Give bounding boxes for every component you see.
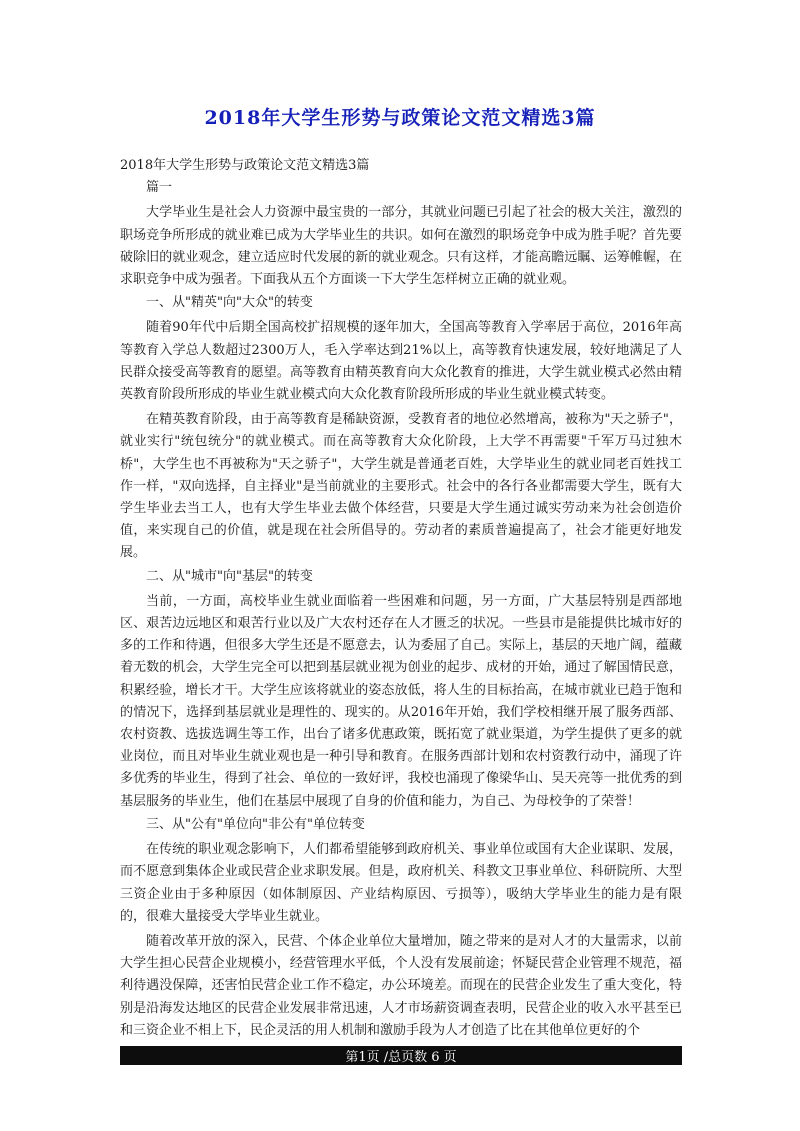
section-heading: 二、从"城市"向"基层"的转变 — [146, 568, 313, 584]
page-number: 第1页 /总页数 6 页 — [345, 1050, 457, 1065]
part-label: 篇一 — [146, 180, 173, 196]
section-heading: 一、从"精英"向"大众"的转变 — [146, 295, 313, 311]
page-title: 2018年大学生形势与政策论文范文精选3篇 — [204, 107, 596, 129]
page-footer — [120, 1046, 682, 1065]
document-body — [120, 155, 682, 1042]
paragraph: 在精英教育阶段，由于高等教育是稀缺资源，受教育者的地位必然增高，被称为"天之骄子"，就业实行"统包统分"的就业模式。而在高等教育大众化阶段，上大学不再需要"千军万马过独木桥"，大学生也不再被称为"天之骄子"，大学生就是普通老百姓，大学毕业生的就业同老百姓找工作一样，"双向选择，自主择业"是当前就业的主要形式。社会中的各行各业都需要大学生，既有大学生毕业去当工人，也有大学生毕业去做个体经营，只要是大学生通过诚实劳动来为社会创造价值，来实现自己的价值，就是现在社会所倡导的。劳动者的素质普遍提高了，社会才能更好地发展。 — [120, 412, 682, 561]
document-subtitle: 2018年大学生形势与政策论文范文精选3篇 — [120, 158, 370, 173]
paragraph: 当前，一方面，高校毕业生就业面临着一些困难和问题，另一方面，广大基层特别是西部地区、艰苦边远地区和艰苦行业以及广大农村还存在人才匮乏的状况。一些县市是能提供比城市好的多的工作和待遇，但很多大学生还是不愿意去，认为委屈了自己。实际上，基层的天地广阔，蕴藏着无数的机会，大学生完全可以把到基层就业视为创业的起步、成材的开始，通过了解国情民意，积累经验，增长才干。大学生应该将就业的姿态放低，将人生的目标抬高，在城市就业已趋于饱和的情况下，选择到基层就业是理性的、现实的。从2016年开始，我们学校相继开展了服务西部、农村资教、选拔选调生等工作，出台了诸多优惠政策，既拓宽了就业渠道，为学生提供了更多的就业岗位，而且对毕业生就业观也是一种引导和教育。在服务西部计划和农村资教行动中，涌现了许多优秀的毕业生，得到了社会、单位的一致好评，我校也涌现了像梁华山、吴天亮等一批优秀的到基层服务的毕业生，他们在基层中展现了自身的价值和能力，为自己、为母校争的了荣誉！ — [120, 593, 682, 809]
paragraph: 在传统的职业观念影响下，人们都希望能够到政府机关、事业单位或国有大企业谋职、发展，而不愿意到集体企业或民营企业求职发展。但是，政府机关、科教文卫事业单位、科研院所、大型三资企业由于多种原因（如体制原因、产业结构原因、亏损等），吸纳大学毕业生的能力是有限的，很难大量接受大学毕业生就业。 — [120, 842, 682, 924]
paragraph: 随着90年代中后期全国高校扩招规模的逐年加大，全国高等教育入学率居于高位，2016年高等教育入学总人数超过2300万人，毛入学率达到21%以上，高等教育快速发展，较好地满足了人民群众接受高等教育的愿望。高等教育由精英教育向大众化教育的推进，大学生就业模式必然由精英教育阶段所形成的毕业生就业模式向大众化教育阶段所形成的毕业生就业模式转变。 — [120, 320, 682, 403]
section-heading: 三、从"公有"单位向"非公有"单位转变 — [146, 816, 365, 832]
paragraph: 大学毕业生是社会人力资源中最宝贵的一部分，其就业问题已引起了社会的极大关注，激烈的职场竞争所形成的就业难已成为大学毕业生的共识。如何在激烈的职场竞争中成为胜手呢？首先要破除旧的就业观念，建立适应时代发展的新的就业观念。只有这样，才能高瞻远瞩、运筹帷幄，在求职竞争中成为强者。下面我从五个方面谈一下大学生怎样树立正确的就业观。 — [120, 205, 682, 288]
paragraph: 随着改革开放的深入，民营、个体企业单位大量增加，随之带来的是对人才的大量需求，以前大学生担心民营企业规模小，经营管理水平低，个人没有发展前途；怀疑民营企业管理不规范，福利待遇没保障，还害怕民营企业工作不稳定，办公环境差。而现在的民营企业发生了重大变化，特别是沿海发达地区的民营企业发展非常迅速，人才市场薪资调查表明，民营企业的收入水平甚至已和三资企业不相上下，民企灵活的用人机制和激励手段为人才创造了比在其他单位更好的个 — [120, 933, 682, 1038]
